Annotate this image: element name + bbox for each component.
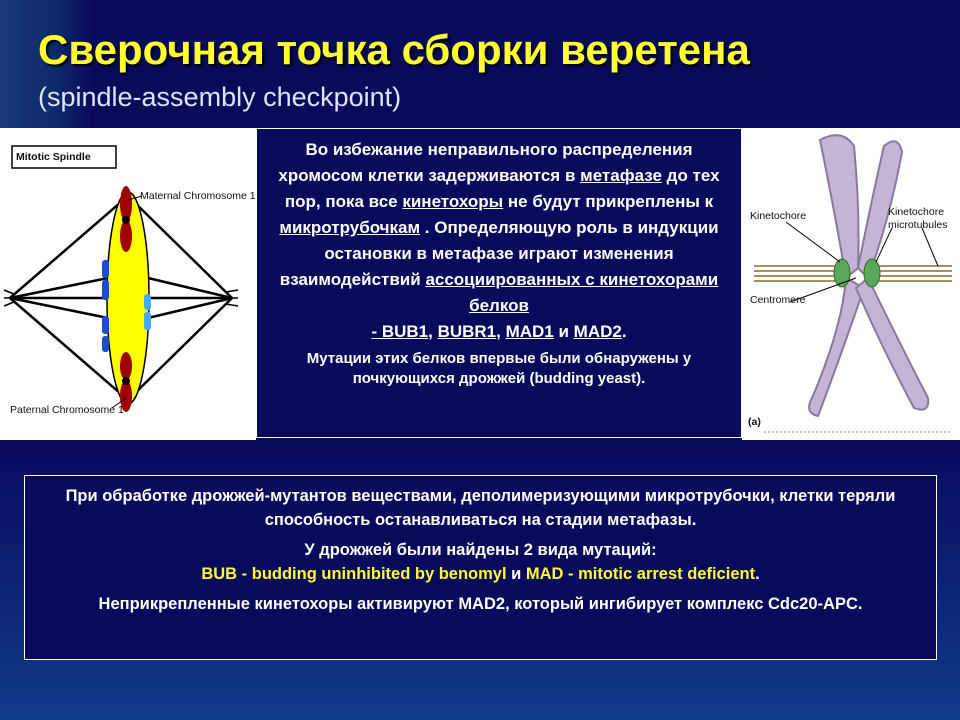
link-kinetochores[interactable]: кинетохоры [402, 192, 504, 211]
mitotic-spindle-label: Mitotic Spindle [16, 151, 91, 163]
link-microtubules[interactable]: микротрубочкам [279, 218, 421, 237]
kinetochore-label: Kinetochore [750, 210, 807, 222]
text-segment: и [506, 565, 526, 583]
kinetochore-right [864, 259, 880, 287]
link-bub1[interactable]: - BUB1 [371, 322, 429, 341]
text-segment: и [553, 322, 574, 341]
checkpoint-description-box [256, 128, 742, 438]
mitotic-spindle-diagram [0, 128, 256, 440]
depolymerizer-paragraph: При обработке дрожжей-мутантов веществами, деполимеризующими микротрубочки, клетки теряли способность останавливаться на стадии метафазы. [65, 487, 896, 529]
link-mad1[interactable]: MAD1 [505, 322, 554, 341]
bub-definition: BUB - budding uninhibited by benomyl [201, 565, 507, 583]
panel-a-label: (a) [748, 416, 761, 428]
yeast-mutations-box [24, 475, 937, 660]
mad-definition: MAD - mitotic arrest deficient [525, 565, 756, 583]
text-segment: Во избежание неправильного распределения хромосом клетки задерживаются в [278, 140, 693, 185]
mad2-paragraph: Неприкрепленные кинетохоры активируют MAD2, который ингибирует комплекс Cdc20-APC. [98, 595, 863, 613]
left-centrosome [4, 290, 14, 306]
link-metaphase[interactable]: метафазе [580, 166, 662, 185]
kinetochore-diagram [742, 128, 960, 440]
mutation-types-line [35, 562, 926, 586]
text-segment: до тех пор, пока все [284, 166, 720, 211]
checkpoint-description [269, 137, 729, 345]
kinetochore-microtubules-label-2: microtubules [888, 219, 948, 231]
text-segment: , [428, 322, 438, 341]
yeast-note: Мутации этих белков впервые были обнаружены у почкующихся дрожжей (budding yeast). [306, 350, 692, 387]
text-segment: не будут прикреплены к [503, 192, 714, 211]
text-segment: , [496, 322, 506, 341]
slide-title: Сверочная точка сборки веретена [38, 26, 750, 73]
paternal-chromosome-label: Paternal Chromosome 1 [10, 404, 124, 416]
kinetochore-figure [742, 128, 960, 440]
text-segment: . [755, 565, 760, 583]
slide-subtitle: (spindle-assembly checkpoint) [38, 82, 402, 112]
link-mad2[interactable]: MAD2 [573, 322, 622, 341]
mutation-types-intro: У дрожжей были найдены 2 вида мутаций: [304, 541, 657, 559]
link-associated-proteins[interactable]: ассоциированных с кинетохорами белков [425, 270, 719, 315]
text-segment: . Определяющую роль в индукции остановки в метафазе играют изменения взаимодействий [279, 218, 719, 289]
maternal-chromosome-label: Maternal Chromosome 1 [140, 190, 256, 202]
mitotic-spindle-figure [0, 128, 256, 440]
text-segment: . [621, 322, 627, 341]
kinetochore-microtubules-label-1: Kinetochore [888, 206, 945, 218]
link-bubr1[interactable]: BUBR1 [437, 322, 497, 341]
centromere-label: Centromere [750, 294, 806, 306]
right-centrosome [226, 290, 238, 306]
